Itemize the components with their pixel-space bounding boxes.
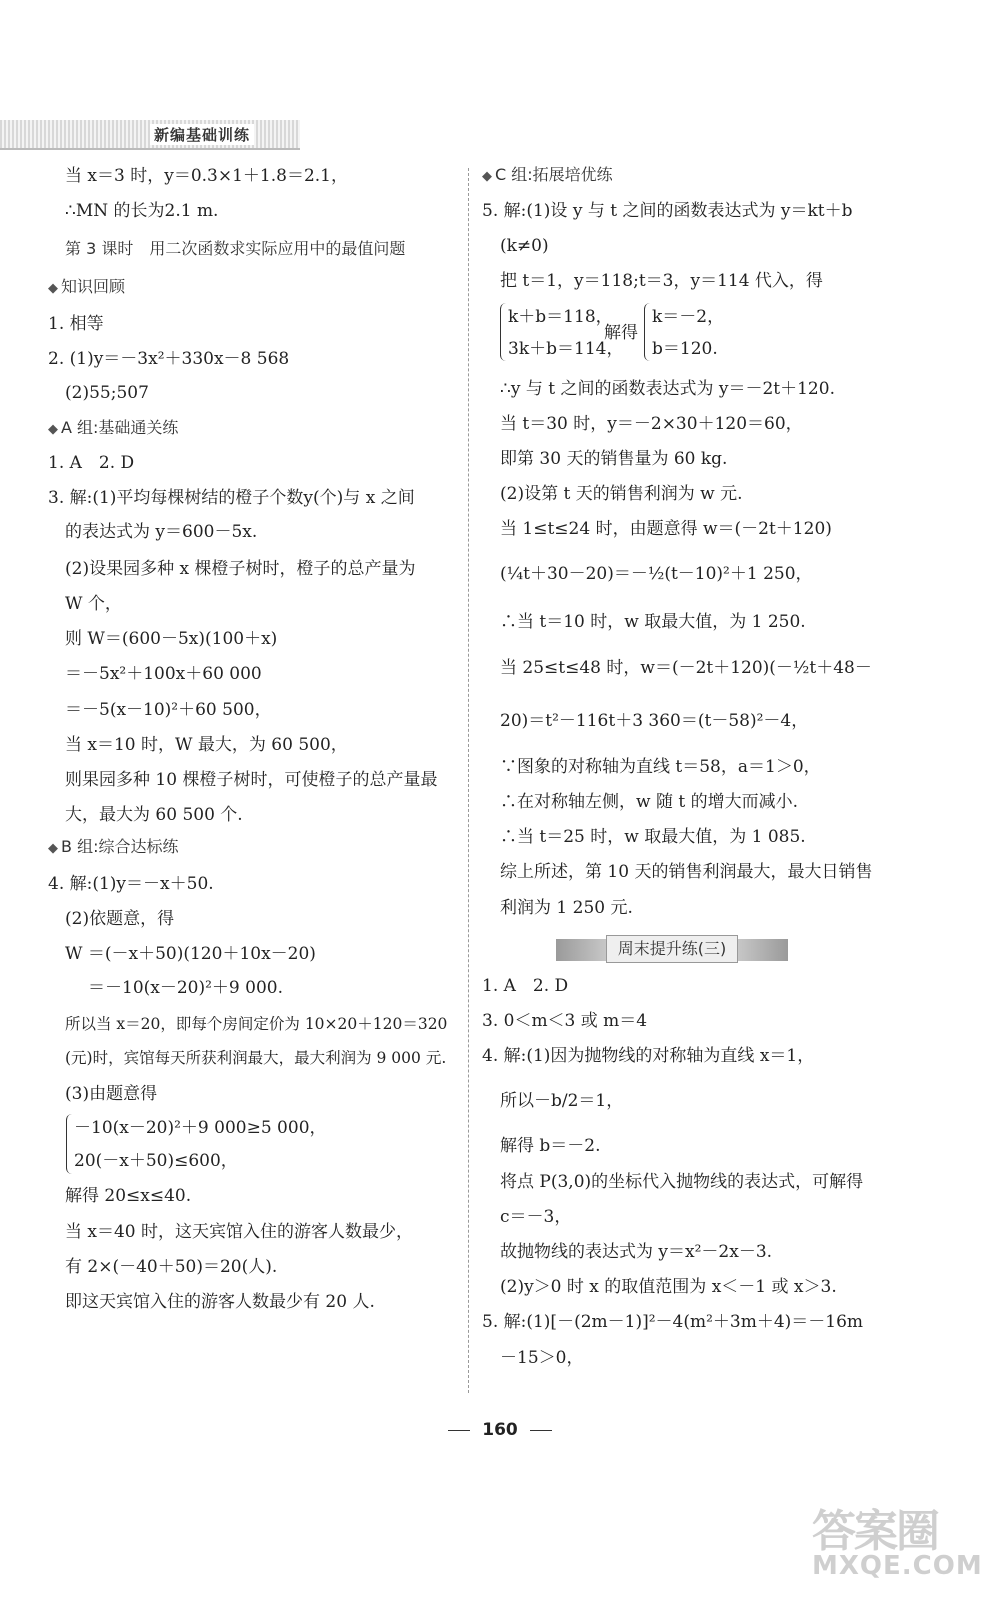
text-line: ＝－10(x－20)²＋9 000.	[88, 978, 284, 998]
watermark-text: 答案圈	[812, 1506, 938, 1557]
text-line: ＝－5x²＋100x＋60 000	[65, 664, 262, 684]
text-line: 解得 b＝－2.	[500, 1136, 601, 1156]
text-line: (3)由题意得	[65, 1084, 158, 1104]
text-line: 1. A 2. D	[482, 976, 569, 996]
text-line: －15＞0，	[500, 1348, 584, 1368]
text-line: 4. 解:(1)因为抛物线的对称轴为直线 x＝1，	[482, 1046, 815, 1066]
text-line: 故抛物线的表达式为 y＝x²－2x－3.	[500, 1242, 773, 1262]
text-line: 所以当 x＝20，即每个房间定价为 10×20＋120＝320	[65, 1015, 448, 1033]
diamond-icon: ◆	[48, 422, 58, 437]
book-title: 新编基础训练	[150, 124, 254, 145]
text-line: 1. 相等	[48, 314, 104, 334]
text-line: 有 2×(－40＋50)＝20(人).	[65, 1257, 278, 1277]
text-line: k＝－2，	[652, 307, 725, 327]
diamond-icon: ◆	[482, 169, 492, 184]
text-line: (元)时，宾馆每天所获利润最大，最大利润为 9 000 元.	[65, 1049, 447, 1067]
section-heading: ◆ B 组:综合达标练	[48, 837, 179, 856]
text-line: 3. 解:(1)平均每棵树结的橙子个数y(个)与 x 之间	[48, 488, 415, 508]
text-line: ∴MN 的长为2.1 m.	[65, 201, 219, 221]
dash-right	[530, 1430, 552, 1431]
text-line: k＋b＝118，	[508, 307, 613, 327]
text-line: (2)y＞0 时 x 的取值范围为 x＜－1 或 x＞3.	[500, 1277, 837, 1297]
text-line: b＝120.	[652, 339, 718, 359]
text-line: (k≠0)	[500, 236, 549, 256]
dash-left	[448, 1430, 470, 1431]
text-line: 当 25≤t≤48 时，w＝(－2t＋120)(－½t＋48－	[500, 658, 872, 678]
text-line: 5. 解:(1)[－(2m－1)]²－4(m²＋3m＋4)＝－16m	[482, 1312, 864, 1332]
text-line: 则 W＝(600－5x)(100＋x)	[65, 629, 278, 649]
text-line: －10(x－20)²＋9 000≥5 000，	[74, 1118, 327, 1138]
text-line: ∵图象的对称轴为直线 t＝58，a＝1＞0，	[500, 757, 821, 777]
text-line: (2)依题意，得	[65, 909, 175, 929]
text-line: 3. 0＜m＜3 或 m＝4	[482, 1011, 648, 1031]
diamond-icon: ◆	[48, 841, 58, 856]
text-line: 当 x＝3 时，y＝0.3×1＋1.8＝2.1，	[65, 166, 348, 186]
lesson-heading: 第 3 课时 用二次函数求实际应用中的最值问题	[65, 239, 406, 258]
text-line: ∴y 与 t 之间的函数表达式为 y＝－2t＋120.	[500, 379, 835, 399]
text-line: W ＝(－x＋50)(120＋10x－20)	[65, 944, 316, 964]
text-line: 大，最大为 60 500 个.	[65, 805, 243, 825]
system-brace	[500, 303, 507, 361]
watermark-logo	[812, 1495, 992, 1595]
weekend-practice-banner	[556, 935, 788, 963]
text-line: 当 x＝40 时，这天宾馆入住的游客人数最少，	[65, 1222, 414, 1242]
system-brace	[644, 303, 651, 361]
text-line: 解得	[604, 323, 638, 343]
text-line: ∴在对称轴左侧，w 随 t 的增大而减小.	[500, 792, 798, 812]
text-line: W 个，	[65, 594, 122, 614]
text-line: (2)设果园多种 x 棵橙子树时，橙子的总产量为	[65, 559, 416, 579]
text-line: 5. 解:(1)设 y 与 t 之间的函数表达式为 y＝kt＋b	[482, 201, 853, 221]
text-line: 即这天宾馆入住的游客人数最少有 20 人.	[65, 1292, 375, 1312]
banner-label: 周末提升练(三)	[606, 935, 738, 963]
text-line: 所以－b/2＝1，	[500, 1091, 624, 1111]
text-line: 4. 解:(1)y＝－x＋50.	[48, 874, 214, 894]
text-line: (2)设第 t 天的销售利润为 w 元.	[500, 484, 743, 504]
text-line: 1. A 2. D	[48, 453, 135, 473]
text-line: ∴当 t＝10 时，w 取最大值，为 1 250.	[500, 612, 806, 632]
text-line: (2)55;507	[65, 383, 149, 403]
watermark-url: MXQE.COM	[812, 1551, 983, 1581]
diamond-icon: ◆	[48, 281, 58, 296]
text-line: 的表达式为 y＝600－5x.	[65, 522, 258, 542]
page-number: 160	[0, 1420, 1000, 1440]
section-heading: ◆ A 组:基础通关练	[48, 418, 179, 437]
text-line: 综上所述，第 10 天的销售利润最大，最大日销售	[500, 862, 873, 882]
system-brace	[66, 1114, 73, 1174]
text-line: ＝－5(x－10)²＋60 500，	[65, 700, 272, 720]
text-line: 把 t＝1，y＝118;t＝3，y＝114 代入，得	[500, 271, 823, 291]
column-divider	[468, 168, 469, 1393]
text-line: 20(－x＋50)≤600，	[74, 1151, 238, 1171]
section-heading: ◆ C 组:拓展培优练	[482, 165, 613, 184]
section-heading: ◆ 知识回顾	[48, 277, 126, 296]
text-line: (¼t＋30－20)＝－½(t－10)²＋1 250，	[500, 564, 813, 584]
text-line: 即第 30 天的销售量为 60 kg.	[500, 449, 728, 469]
text-line: 当 x＝10 时，W 最大，为 60 500，	[65, 735, 348, 755]
text-line: 解得 20≤x≤40.	[65, 1186, 192, 1206]
text-line: 20)＝t²－116t＋3 360＝(t－58)²－4，	[500, 711, 809, 731]
text-line: c＝－3，	[500, 1207, 572, 1227]
text-line: 将点 P(3,0)的坐标代入抛物线的表达式，可解得	[500, 1172, 864, 1192]
text-line: 利润为 1 250 元.	[500, 898, 633, 918]
text-line: ∴当 t＝25 时，w 取最大值，为 1 085.	[500, 827, 806, 847]
text-line: 当 t＝30 时，y＝－2×30＋120＝60，	[500, 414, 803, 434]
text-line: 则果园多种 10 棵橙子树时，可使橙子的总产量最	[65, 770, 438, 790]
text-line: 2. (1)y＝－3x²＋330x－8 568	[48, 349, 290, 369]
text-line: 3k＋b＝114，	[508, 339, 624, 359]
header-rule	[0, 148, 300, 150]
text-line: 当 1≤t≤24 时，由题意得 w＝(－2t＋120)	[500, 519, 832, 539]
